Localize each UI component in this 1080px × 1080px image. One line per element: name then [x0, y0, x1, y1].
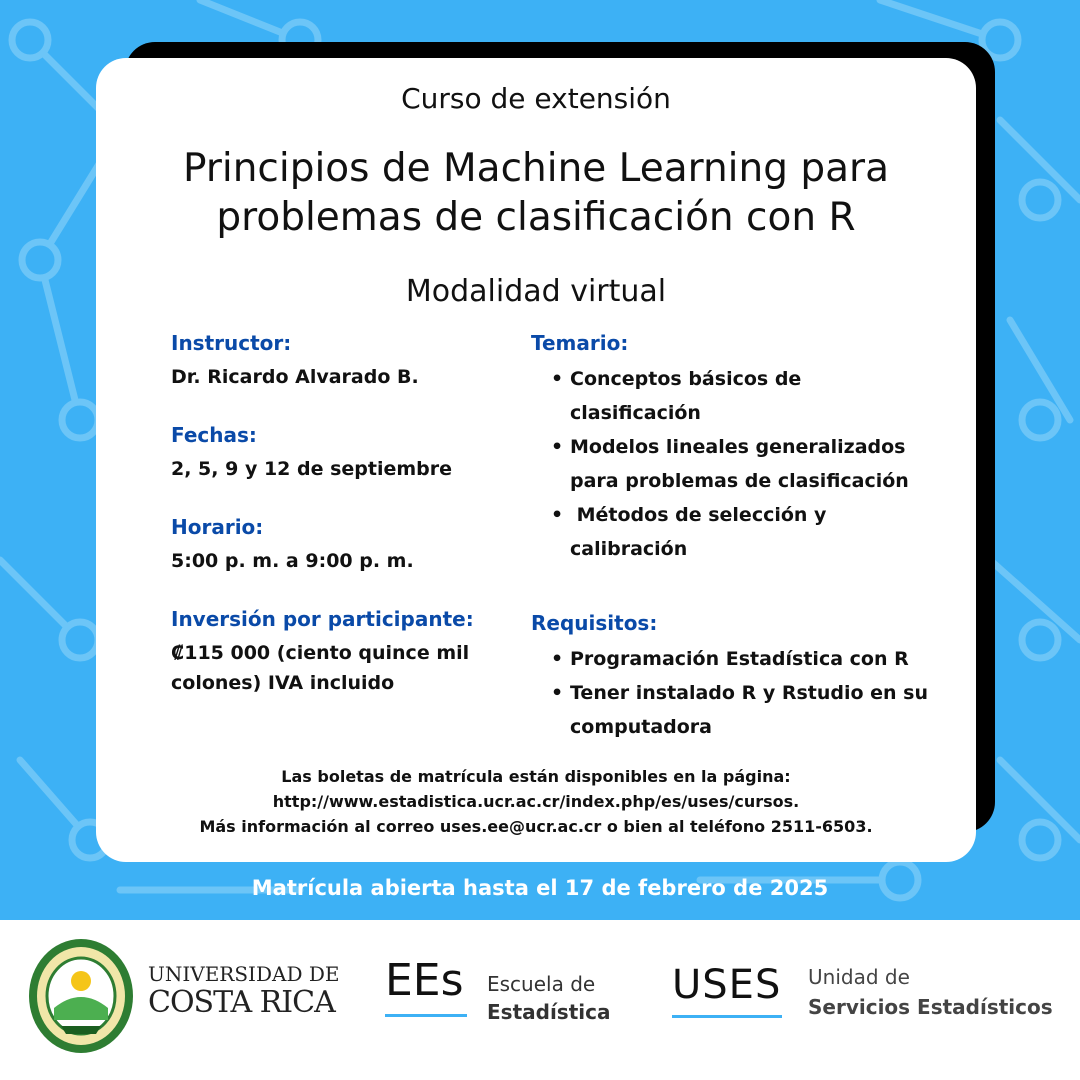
registration-url[interactable]: http://www.estadistica.ucr.ac.cr/index.php/es/uses/cursos.	[272, 792, 800, 811]
list-item-line: • Programación Estadística con R	[570, 648, 909, 670]
uses-underline	[672, 1015, 782, 1018]
title-line-1: Principios de Machine Learning para	[183, 146, 889, 191]
ees-line-1: Escuela de	[487, 972, 596, 996]
syllabus-list	[531, 362, 961, 566]
modality: Modalidad virtual	[405, 274, 667, 309]
schedule-value: 5:00 p. m. a 9:00 p. m.	[171, 550, 414, 572]
requirements-label: Requisitos:	[531, 611, 658, 635]
ucr-line-2: COSTA RICA	[148, 985, 335, 1020]
enrollment-deadline: Matrícula abierta hasta el 17 de febrero de 2025	[251, 876, 829, 900]
schedule-label: Horario:	[171, 515, 264, 539]
registration-line-1: Las boletas de matrícula están disponibles en la página:	[281, 767, 791, 786]
ees-line-2: Estadística	[487, 1000, 611, 1024]
schedule-block	[171, 514, 501, 576]
course-title	[96, 144, 976, 242]
uses-logo-text	[808, 962, 1053, 1022]
list-item	[531, 642, 961, 676]
syllabus-label: Temario:	[531, 331, 629, 355]
list-item	[531, 498, 961, 566]
uses-abbreviation: USES	[672, 962, 782, 1008]
logo-bar	[0, 920, 1080, 1080]
ees-logo	[385, 956, 467, 1017]
registration-info	[96, 764, 976, 839]
course-type: Curso de extensión	[401, 82, 671, 115]
uses-line-2: Servicios Estadísticos	[808, 995, 1053, 1019]
right-column	[531, 330, 961, 744]
left-column	[171, 330, 501, 728]
list-item-line: • Modelos lineales generalizados	[570, 436, 906, 458]
ucr-seal-icon	[26, 936, 136, 1056]
list-item-line: clasificación	[570, 402, 701, 424]
list-item-line: computadora	[570, 716, 712, 738]
title-line-2: problemas de clasificación con R	[216, 195, 856, 240]
ees-abbreviation: EEs	[385, 955, 464, 1006]
list-item-line: • Métodos de selección y	[570, 504, 827, 526]
uses-line-1: Unidad de	[808, 965, 910, 989]
list-item-line: • Conceptos básicos de	[570, 368, 802, 390]
instructor-value: Dr. Ricardo Alvarado B.	[171, 366, 419, 388]
ucr-logo-text	[148, 962, 339, 1020]
price-line-2: colones) IVA incluido	[171, 672, 395, 694]
uses-logo	[672, 960, 782, 1018]
list-item-line: calibración	[570, 538, 688, 560]
instructor-block	[171, 330, 501, 392]
instructor-label: Instructor:	[171, 331, 292, 355]
dates-block	[171, 422, 501, 484]
price-block	[171, 606, 501, 698]
list-item-line: • Tener instalado R y Rstudio en su	[570, 682, 929, 704]
contact-line: Más información al correo uses.ee@ucr.ac.cr o bien al teléfono 2511-6503.	[199, 817, 873, 836]
ees-underline	[385, 1014, 467, 1017]
info-card	[96, 58, 976, 862]
ucr-line-1: UNIVERSIDAD DE	[148, 962, 340, 986]
ees-logo-text	[487, 970, 610, 1026]
dates-label: Fechas:	[171, 423, 257, 447]
dates-value: 2, 5, 9 y 12 de septiembre	[171, 458, 453, 480]
price-line-1: ₡115 000 (ciento quince mil	[171, 642, 470, 664]
requirements-list	[531, 642, 961, 744]
list-item	[531, 430, 961, 498]
list-item	[531, 676, 961, 744]
list-item	[531, 362, 961, 430]
list-item-line: para problemas de clasificación	[570, 470, 909, 492]
price-label: Inversión por participante:	[171, 607, 474, 631]
